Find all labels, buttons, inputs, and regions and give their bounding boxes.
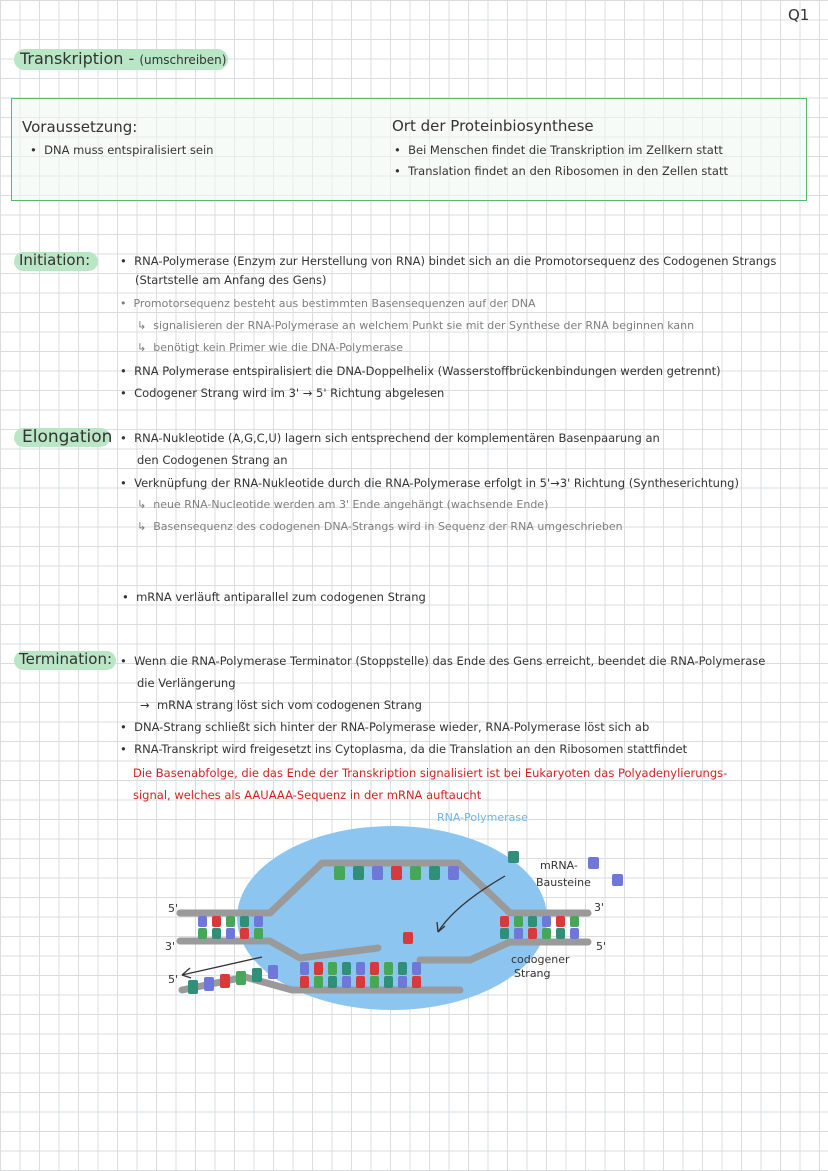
base-right-top <box>528 916 537 927</box>
base-codogen-strand <box>300 962 309 975</box>
initiation-label: Initiation: <box>19 251 91 269</box>
base-left-top <box>240 916 249 927</box>
base-left-top <box>254 916 263 927</box>
elongation-label: Elongation <box>22 427 113 447</box>
title-main: Transkription - <box>20 49 135 68</box>
base-right-top <box>542 916 551 927</box>
base-top-strand <box>353 866 364 880</box>
base-left-top <box>226 916 235 927</box>
title-sub: (umschreiben) <box>139 53 227 67</box>
base-top-strand <box>372 866 383 880</box>
initiation-line-5: • RNA Polymerase entspiralisiert die DNA-Doppelhelix (Wasserstoffbrückenbindungen werden getrennt) <box>120 364 721 378</box>
base-right-bottom <box>542 928 551 939</box>
base-released-mrna <box>268 965 278 979</box>
termination-line-1: • Wenn die RNA-Polymerase Terminator (Stoppstelle) das Ende des Gens erreicht, beendet die RNA-Polymerase <box>120 654 766 668</box>
location-item-1: • Bei Menschen findet die Transkription im Zellkern statt <box>394 143 723 157</box>
elongation-line-1b: den Codogenen Strang an <box>137 453 288 467</box>
base-left-bottom <box>240 928 249 939</box>
base-top-strand <box>391 866 402 880</box>
base-released-mrna <box>188 980 198 994</box>
base-codogen-strand <box>384 962 393 975</box>
initiation-line-1: • RNA-Polymerase (Enzym zur Herstellung von RNA) bindet sich an die Promotorsequenz des Codogenen Strangs <box>120 254 777 268</box>
base-mrna <box>398 976 407 988</box>
base-mrna <box>384 976 393 988</box>
base-right-top <box>556 916 565 927</box>
base-right-bottom <box>500 928 509 939</box>
polymerase-label: RNA-Polymerase <box>437 811 528 824</box>
base-right-bottom <box>556 928 565 939</box>
initiation-line-1b: (Startstelle am Anfang des Gens) <box>135 273 327 287</box>
base-left-top <box>198 916 207 927</box>
end-5-left-top: 5' <box>168 902 179 915</box>
mrna-label-2: Bausteine <box>536 876 591 889</box>
codogen-label-1: codogener <box>511 953 570 966</box>
mrna-label-1: mRNA- <box>540 859 578 872</box>
base-top-strand <box>429 866 440 880</box>
location-heading: Ort der Proteinbiosynthese <box>392 117 594 135</box>
initiation-line-6: • Codogener Strang wird im 3' → 5' Richtung abgelesen <box>120 386 445 400</box>
base-codogen-strand <box>328 962 337 975</box>
termination-line-2: → mRNA strang löst sich vom codogenen Strang <box>140 698 422 712</box>
base-mrna <box>356 976 365 988</box>
base-codogen-strand <box>398 962 407 975</box>
prerequisite-item: • DNA muss entspiralisiert sein <box>30 143 214 157</box>
base-top-strand <box>448 866 459 880</box>
base-free-teal <box>508 851 519 863</box>
elongation-line-2: • Verknüpfung der RNA-Nukleotide durch die RNA-Polymerase erfolgt in 5'→3' Richtung (Syntheserichtung) <box>120 476 739 490</box>
end-3-right-top: 3' <box>594 901 605 914</box>
elongation-line-4: ↳ Basensequenz des codogenen DNA-Strangs wird in Sequenz der RNA umgeschrieben <box>137 520 623 533</box>
termination-label: Termination: <box>19 650 113 668</box>
location-item-2: • Translation findet an den Ribosomen in den Zellen statt <box>394 164 728 178</box>
termination-line-4: • RNA-Transkript wird freigesetzt ins Cytoplasma, da die Translation an den Ribosomen stattfindet <box>120 742 688 756</box>
end-5-right-bottom: 5' <box>596 940 607 953</box>
base-released-mrna <box>220 974 230 988</box>
base-mrna <box>300 976 309 988</box>
initiation-line-2: • Promotorsequenz besteht aus bestimmten Basensequenzen auf der DNA <box>120 297 536 310</box>
base-left-bottom <box>212 928 221 939</box>
end-3-left-mid: 3' <box>165 940 176 953</box>
base-codogen-strand <box>412 962 421 975</box>
initiation-line-4: ↳ benötigt kein Primer wie die DNA-Polymerase <box>137 341 403 354</box>
initiation-line-3: ↳ signalisieren der RNA-Polymerase an welchem Punkt sie mit der Synthese der RNA beginnen kann <box>137 319 695 332</box>
termination-red-1: Die Basenabfolge, die das Ende der Transkription signalisiert ist bei Eukaryoten das Polyadenylierungs- <box>133 766 728 780</box>
base-codogen-strand <box>314 962 323 975</box>
base-mrna <box>412 976 421 988</box>
mrna-direction-arrow <box>182 957 262 975</box>
base-free-blue <box>588 857 599 869</box>
base-right-top <box>514 916 523 927</box>
base-left-top <box>212 916 221 927</box>
base-mrna <box>328 976 337 988</box>
base-top-strand <box>410 866 421 880</box>
base-released-mrna <box>252 968 262 982</box>
base-mrna <box>314 976 323 988</box>
base-codogen-strand <box>342 962 351 975</box>
elongation-line-5: • mRNA verläuft antiparallel zum codogenen Strang <box>122 590 426 604</box>
base-top-strand <box>334 866 345 880</box>
page-number: Q1 <box>788 6 810 24</box>
base-right-bottom <box>528 928 537 939</box>
base-codogen-strand <box>370 962 379 975</box>
base-left-bottom <box>198 928 207 939</box>
base-left-bottom <box>254 928 263 939</box>
elongation-line-1: • RNA-Nukleotide (A,G,C,U) lagern sich entsprechend der komplementären Basenpaarung an <box>120 431 660 445</box>
base-free-red <box>403 932 413 944</box>
codogen-label-2: Strang <box>514 967 551 980</box>
base-mrna <box>370 976 379 988</box>
base-released-mrna <box>236 971 246 985</box>
base-mrna <box>342 976 351 988</box>
base-left-bottom <box>226 928 235 939</box>
termination-line-1b: die Verlängerung <box>137 676 236 690</box>
termination-line-3: • DNA-Strang schließt sich hinter der RNA-Polymerase wieder, RNA-Polymerase löst sich ab <box>120 720 650 734</box>
base-right-bottom <box>570 928 579 939</box>
end-5-left-bottom: 5' <box>168 973 179 986</box>
base-right-bottom <box>514 928 523 939</box>
base-right-top <box>500 916 509 927</box>
prerequisite-heading: Voraussetzung: <box>22 118 138 136</box>
termination-red-2: signal, welches als AAUAAA-Sequenz in der mRNA auftaucht <box>133 788 482 802</box>
base-free-blue <box>612 874 623 886</box>
elongation-line-3: ↳ neue RNA-Nucleotide werden am 3' Ende angehängt (wachsende Ende) <box>137 498 549 511</box>
base-codogen-strand <box>356 962 365 975</box>
base-right-top <box>570 916 579 927</box>
base-released-mrna <box>204 977 214 991</box>
